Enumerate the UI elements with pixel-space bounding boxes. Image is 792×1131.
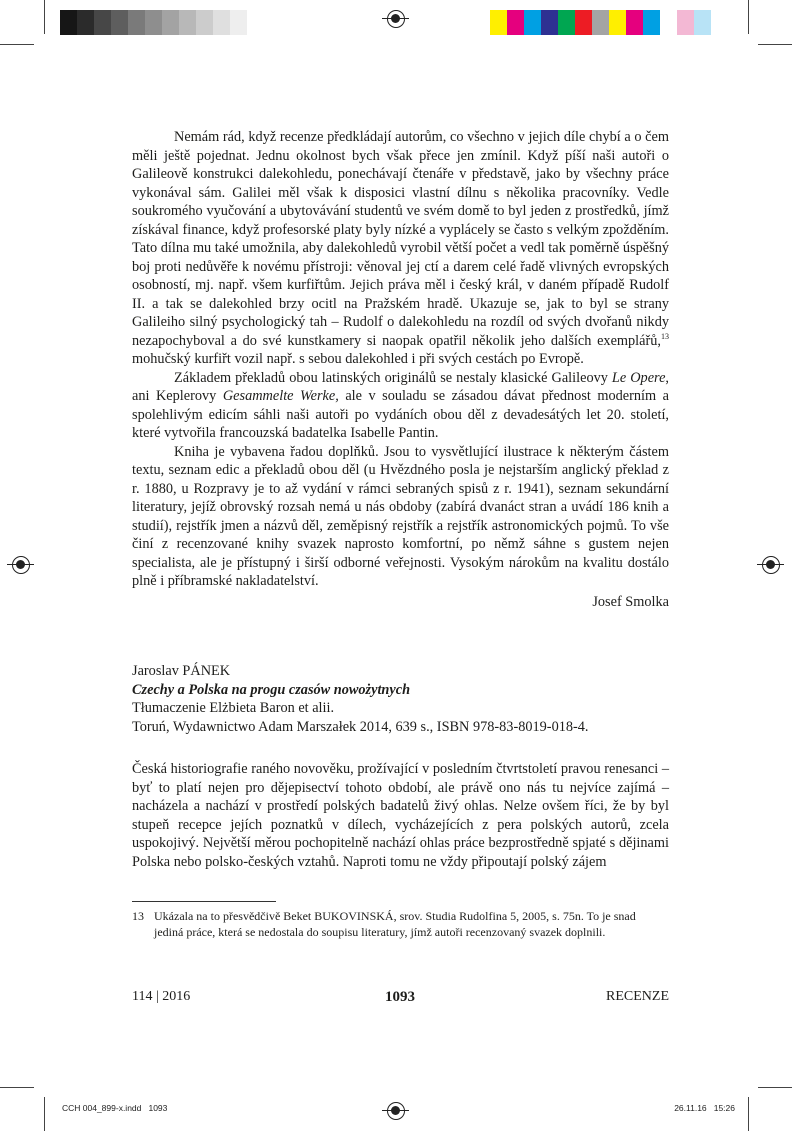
registration-mark-top-icon bbox=[387, 10, 405, 28]
crop-mark bbox=[44, 0, 45, 34]
color-swatch bbox=[179, 10, 196, 35]
color-swatch bbox=[541, 10, 558, 35]
color-swatch bbox=[230, 10, 247, 35]
crop-mark bbox=[0, 1087, 34, 1088]
footnote-number: 13 bbox=[132, 909, 144, 923]
color-swatch bbox=[507, 10, 524, 35]
paragraph-text: ale v souladu se zásadou dávat přednost moderním a spolehlivým edicím sáhli naši autoři po vydáních obou děl z devadesátých let 20. století, které vytvořila francouzská badatelka Isabelle Pantin. bbox=[132, 388, 670, 441]
paragraph-supplements: Kniha je vybavena řadou doplňků. Jsou to vysvětlující ilustrace k některým částem textu, seznam edic a překladů obou děl (u Hvězdného posla je nejstarším anglický překlad z r. 1880, u Rozpravy je to až vydání v rámci sebraných spisů z r. 1941), seznam sekundární literatury, jejíž obrovský rozsah nemá u nás obdoby (zabírá dvanáct stran a uvádí 186 knih a studií), rejstřík jmen a názvů děl, zeměpisný rejstřík a rejstřík astronomických pojmů. To vše činí z recenzované knihy svazek naprosto komfortní, po němž sáhne s gustem nejen specialista, ale je přístupný i širší odborné veřejnosti. Vysokým nárokům na kvalitu dostálo plně i příbramské nakladatelství. bbox=[132, 443, 669, 589]
paragraph-translation-sources bbox=[132, 369, 669, 443]
paragraph-text: , ani Keplerovy bbox=[132, 369, 669, 404]
color-swatch bbox=[558, 10, 575, 35]
book-author: Jaroslav PÁNEK bbox=[132, 663, 231, 679]
color-swatch bbox=[694, 10, 711, 35]
footnote-text-continued: jediná práce, která se nedostala do soupisu literatury, jímž autoři recenzovaný svazek doplnili. bbox=[154, 925, 606, 939]
paragraph-telescope-workshop bbox=[132, 128, 669, 369]
grayscale-bar bbox=[60, 10, 247, 35]
book-title: Czechy a Polska na progu czasów nowożytnych bbox=[132, 681, 411, 698]
color-swatch bbox=[490, 10, 507, 35]
footnote bbox=[132, 908, 669, 940]
folio-volume-year: 114 | 2016 bbox=[132, 989, 191, 1004]
book-translation: Tłumaczenie Elżbieta Baron et alii. bbox=[132, 700, 335, 716]
crop-mark bbox=[748, 0, 749, 34]
color-swatch bbox=[592, 10, 609, 35]
color-swatch bbox=[60, 10, 77, 35]
color-swatch bbox=[77, 10, 94, 35]
color-swatch bbox=[196, 10, 213, 35]
slug-file-info: CCH 004_899-x.indd 1093 bbox=[62, 1103, 168, 1113]
color-swatch bbox=[660, 10, 677, 35]
color-swatch bbox=[162, 10, 179, 35]
paragraph-text: Základem překladů obou latinských originálů se nestaly klasické Galileovy bbox=[174, 369, 612, 386]
crop-mark bbox=[748, 1097, 749, 1131]
color-swatch bbox=[213, 10, 230, 35]
review-continuation bbox=[132, 128, 669, 611]
work-title: Le Opere bbox=[611, 369, 666, 386]
review-paragraph: Česká historiografie raného novověku, prožívající v posledním čtvrtstoletí pravou renesanci – byť to platí nejen pro dějepisectví tohoto období, ale právě ono nás tu nejvíce zajímá – nacházela a nachází v prostředí polských badatelů živý ohlas. Nelze ovšem říci, že by byl stupeň recepce jejích poznatků v dílech, vycházejících z pera polských autorů, zcela uspokojivý. Největší měrou pochopitelně nachází ohlas práce bezprostředně spjaté s dějinami Polska nebo polsko-českých vztahů. Naproti tomu ne vždy připoutají polský zájem bbox=[132, 761, 669, 870]
paragraph-text: Nemám rád, když recenze předkládají autorům, co všechno v jejich díle chybí a o čem měli ještě pojednat. Jednu okolnost bych však přece jen zmínil. Když píší naši autoři o Galileově konstrukci dalekohledu, ponechávají čtenáře v představě, jako by všechny práce vykonával sám. Galilei měl však k disposici vlastní dílnu s několika pracovníky. Vedle soukromého vyučování a ubytovávání studentů ve svém domě to byl jeden z prostředků, jímž získával finance, když profesorské platy byly nízké a vyplácely se často s velkým zpožděním. Tato dílna mu také umožnila, aby dalekohledů vyrobil větší počet a vedl tak poměrně úspěšný boj proti nedůvěře k novému přístroji: věnoval jej ctí a darem celé řadě vlivných evropských osobností, mj. např. všem kurfiřtům. Jejich práva měl i český král, v daném případě Rudolf II. a tak se dalekohled brzy ocitl na Pražském hradě. Ukazuje se, jak to byl se strany Galileiho silný psychologický tah – Rudolf o dalekohledu na rozdíl od svých dvořanů nikdy nezapochyboval a do své kunstkamery si naopak opatřil několik jeho dalších exemplářů, bbox=[132, 129, 669, 349]
registration-mark-left-icon bbox=[12, 556, 30, 574]
registration-mark-bottom-icon bbox=[387, 1102, 405, 1120]
color-swatch bbox=[111, 10, 128, 35]
crop-mark bbox=[758, 44, 792, 45]
work-title: Gesammelte Werke, bbox=[222, 388, 339, 404]
paragraph-text: mohučský kurfiřt vozil např. s sebou dalekohled i při svých cestách po Evropě. bbox=[132, 351, 584, 367]
color-swatch bbox=[609, 10, 626, 35]
footnote-text: Ukázala na to přesvědčivě Beket BUKOVINSKÁ, srov. Studia Rudolfina 5, 2005, s. 75n. To je snad bbox=[154, 909, 636, 923]
registration-mark-right-icon bbox=[762, 556, 780, 574]
crop-mark bbox=[758, 1087, 792, 1088]
crop-mark bbox=[44, 1097, 45, 1131]
slug-datetime: 26.11.16 15:26 bbox=[674, 1103, 735, 1113]
color-swatch bbox=[524, 10, 541, 35]
color-swatch bbox=[94, 10, 111, 35]
section-label: RECENZE bbox=[606, 989, 669, 1004]
crop-mark bbox=[0, 44, 34, 45]
color-swatch bbox=[677, 10, 694, 35]
reviewer-signature: Josef Smolka bbox=[592, 593, 669, 610]
color-swatch bbox=[626, 10, 643, 35]
color-swatch bbox=[575, 10, 592, 35]
book-publication: Toruń, Wydawnictwo Adam Marszałek 2014, 639 s., ISBN 978-83-8019-018-4. bbox=[132, 718, 589, 735]
book-entry bbox=[132, 662, 669, 736]
footnote-reference: 13 bbox=[661, 331, 669, 341]
color-bar bbox=[490, 10, 728, 35]
footnote-divider bbox=[132, 901, 276, 902]
color-swatch bbox=[711, 10, 728, 35]
color-swatch bbox=[145, 10, 162, 35]
color-swatch bbox=[128, 10, 145, 35]
page-number: 1093 bbox=[385, 989, 415, 1005]
color-swatch bbox=[643, 10, 660, 35]
